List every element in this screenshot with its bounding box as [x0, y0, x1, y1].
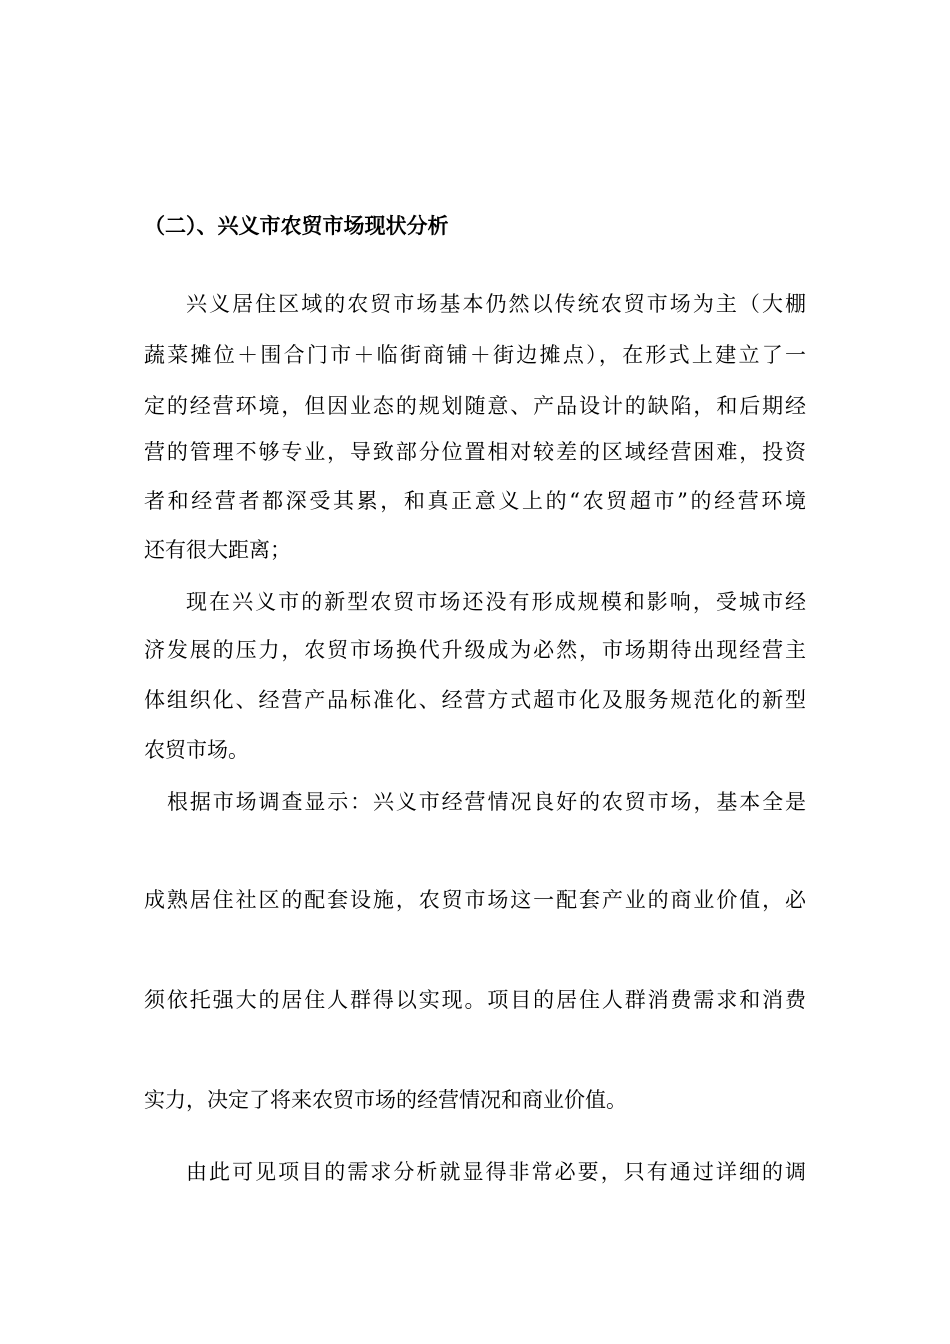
paragraph-3-line-4: 实力，决定了将来农贸市场的经营情况和商业价值。: [144, 1088, 627, 1112]
paragraph-1-line-2: 蔬菜摊位＋围合门市＋临街商铺＋街边摊点），在形式上建立了一: [144, 343, 806, 367]
paragraph-1-line-5: 者和经营者都深受其累，和真正意义上的“农贸超市”的经营环境: [144, 489, 806, 513]
paragraph-2-line-4: 农贸市场。: [144, 738, 249, 762]
section-heading: （二）、兴义市农贸市场现状分析: [144, 213, 449, 238]
paragraph-4-line-1: 由此可见项目的需求分析就显得非常必要，只有通过详细的调: [186, 1160, 806, 1184]
paragraph-3-line-3: 须依托强大的居住人群得以实现。项目的居住人群消费需求和消费: [144, 988, 806, 1012]
paragraph-2-line-3: 体组织化、经营产品标准化、经营方式超市化及服务规范化的新型: [144, 688, 806, 712]
paragraph-2-line-2: 济发展的压力，农贸市场换代升级成为必然，市场期待出现经营主: [144, 638, 806, 662]
paragraph-1-line-6: 还有很大距离；: [144, 538, 291, 562]
paragraph-2-line-1: 现在兴义市的新型农贸市场还没有形成规模和影响，受城市经: [186, 590, 806, 614]
paragraph-3-line-2: 成熟居住社区的配套设施，农贸市场这一配套产业的商业价值，必: [144, 888, 806, 912]
paragraph-1-line-4: 营的管理不够专业，导致部分位置相对较差的区域经营困难，投资: [144, 440, 806, 464]
paragraph-1-line-3: 定的经营环境，但因业态的规划随意、产品设计的缺陷，和后期经: [144, 394, 806, 418]
paragraph-3-line-1: 根据市场调查显示：兴义市经营情况良好的农贸市场，基本全是: [167, 790, 806, 814]
paragraph-1-line-1: 兴义居住区域的农贸市场基本仍然以传统农贸市场为主（大棚: [186, 292, 806, 316]
